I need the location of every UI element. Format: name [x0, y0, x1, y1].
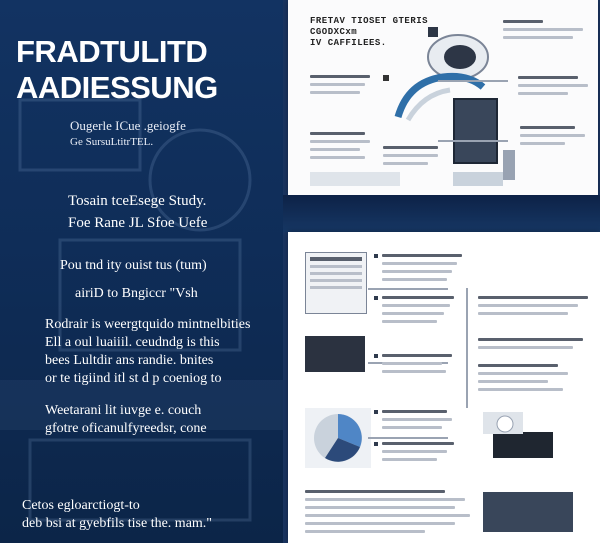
page-top-heading-line: FRETAV TIOSET GTERIS	[310, 16, 429, 26]
cover-footer-line: Cetos egloarctiogt-to	[22, 498, 140, 513]
cover-para1-line: or te tigiind itl st d p coeniog to	[45, 371, 222, 386]
cover-footer-line: deb bsi at gyebfils tise the. mam."	[22, 516, 213, 531]
cover-para1-line: Rodrair is weergtquido mintnelbities	[45, 317, 251, 332]
cover-paragraph-2	[45, 402, 280, 438]
cover-subtitle-line2: Ge SursuLtitrTEL.	[70, 136, 154, 148]
bullet-icon	[383, 75, 389, 81]
cover-title-line1: FRADTULITD	[16, 34, 208, 69]
document-spread	[283, 0, 600, 543]
cover-study-line2: Foe Rane JL Sfoe Uefe	[68, 215, 208, 231]
page-top-heading-line: IV CAFFILEES.	[310, 38, 387, 48]
dark-screen-image	[453, 98, 498, 164]
page-top	[288, 0, 598, 195]
cover-title	[16, 34, 276, 106]
image-strip	[310, 172, 400, 186]
cover-para2-line: gfotre oficanulfyreedsr, cone	[45, 421, 207, 436]
cover-line2: airiD to Bngiccr "Vsh	[75, 286, 198, 301]
page-top-heading-line: CGODXCxm	[310, 27, 358, 37]
cover-subtitle-line1: Ougerle ICue .geiogfe	[70, 118, 186, 133]
cover-para1-line: bees Lultdir ans randie. bnites	[45, 353, 214, 368]
device-photo	[483, 402, 563, 462]
cover-title-line2: AADIESSUNG	[16, 70, 218, 105]
cover-paragraph-1	[45, 316, 280, 388]
cover-line1: Pou tnd ity ouist tus (tum)	[60, 258, 207, 273]
cover-subtitle	[70, 118, 270, 150]
dark-photo	[305, 336, 365, 372]
cover-para2-line: Weetarani lit iuvge e. couch	[45, 403, 202, 418]
pie-chart-figure	[305, 408, 371, 468]
thumbnail-image	[503, 150, 515, 180]
cover-panel	[0, 0, 283, 543]
cover-footer	[22, 497, 277, 533]
dark-screen-image	[483, 492, 573, 532]
cover-para1-line: Ell a oul luaiiil. ceudndg is this	[45, 335, 220, 350]
cover-study-line1: Tosain tceEsege Study.	[68, 193, 207, 209]
table-figure	[305, 252, 367, 314]
image-strip	[453, 172, 503, 186]
cover-study-title	[68, 190, 278, 234]
separator-band	[283, 195, 600, 232]
page-bottom	[288, 232, 600, 543]
